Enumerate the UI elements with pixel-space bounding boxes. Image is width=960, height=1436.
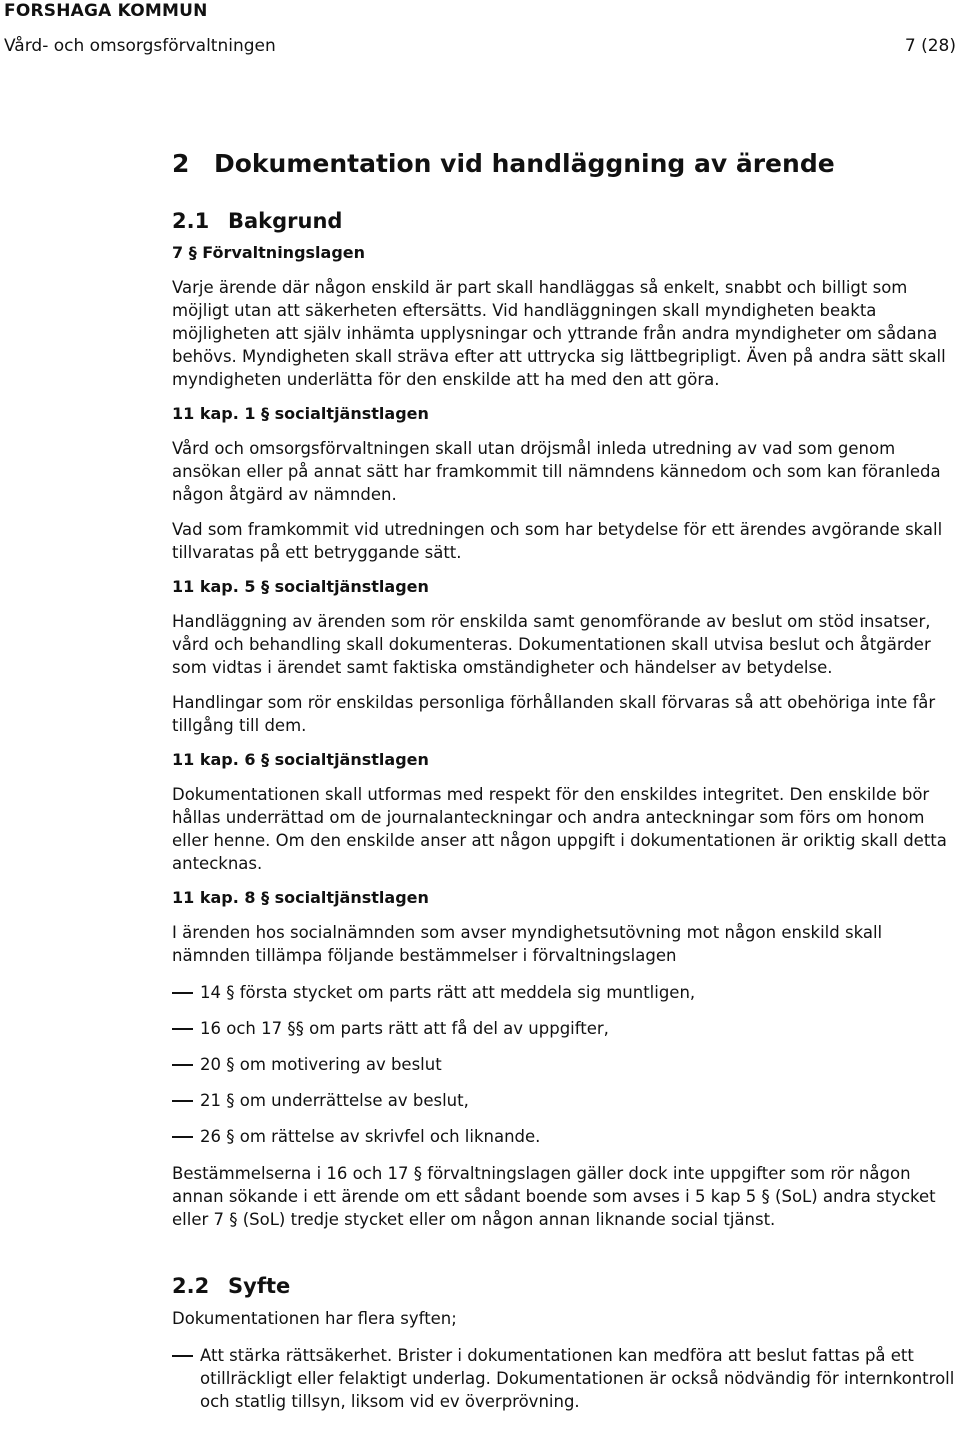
law-text-fl7: Varje ärende där någon enskild är part skall handläggas så enkelt, snabbt och billigt som möjligt utan att säkerheten eftersätts. Vid handläggningen skall myndigheten beakta möjligheten att själv inhämta upplysningar och yttrande från andra myndigheter om sådana behövs. Myndigheten skall sträva efter att uttrycka sig lättbegripligt. Även på andra sätt skall myndigheten underlätta för den enskilde att ha med den att göra. xyxy=(172,278,946,389)
page-number: 7 (28) xyxy=(904,36,956,56)
section-2-2-heading xyxy=(172,1271,958,1301)
list-item: 21 § om underrättelse av beslut, xyxy=(172,1089,958,1112)
paragraph-kap5-1: Handläggning av ärenden som rör enskilda samt genomförande av beslut om stöd insatser, vård och behandling skall dokumenteras. Dokumentationen skall utvisa beslut och åtgärder som vidtas i ärendet samt faktiska omständigheter och händelser av betydelse. xyxy=(172,612,931,677)
list-item: 14 § första stycket om parts rätt att meddela sig muntligen, xyxy=(172,981,958,1004)
list-item: 16 och 17 §§ om parts rätt att få del av uppgifter, xyxy=(172,1017,958,1040)
law-heading-kap8: 11 kap. 8 § socialtjänstlagen xyxy=(172,888,429,907)
list-item: Att stärka rättsäkerhet. Brister i dokumentationen kan medföra att beslut fattas på ett otillräckligt eller felaktigt underlag. Dokumentationen är också nödvändig för internkontroll och statlig tillsyn, liksom vid ev överprövning. xyxy=(172,1344,958,1413)
kap8-list xyxy=(172,981,958,1148)
section-2-1-number: 2.1 xyxy=(172,209,210,233)
document-body xyxy=(172,148,958,1413)
organization-name: FORSHAGA KOMMUN xyxy=(4,1,208,21)
section-2-2-title: Syfte xyxy=(228,1274,291,1298)
list-item: 26 § om rättelse av skrivfel och liknande. xyxy=(172,1125,958,1148)
law-heading-kap6: 11 kap. 6 § socialtjänstlagen xyxy=(172,750,429,769)
law-heading-kap1: 11 kap. 1 § socialtjänstlagen xyxy=(172,404,429,423)
paragraph-kap8-2: Bestämmelserna i 16 och 17 § förvaltningslagen gäller dock inte uppgifter som rör någon annan sökande i ett ärende om ett sådant boende som avses i 5 kap 5 § (SoL) andra stycket eller 7 § (SoL) tredje stycket eller om någon annan liknande social tjänst. xyxy=(172,1164,936,1229)
syfte-list xyxy=(172,1344,958,1413)
law-heading-kap5: 11 kap. 5 § socialtjänstlagen xyxy=(172,577,429,596)
law-heading-fl7: 7 § Förvaltningslagen xyxy=(172,243,366,262)
section-2-1-heading xyxy=(172,206,958,236)
paragraph-kap1-2: Vad som framkommit vid utredningen och som har betydelse för ett ärendes avgörande skall tillvaratas på ett betryggande sätt. xyxy=(172,520,943,562)
chapter-number: 2 xyxy=(172,149,190,178)
section-2-2-number: 2.2 xyxy=(172,1274,210,1298)
list-item: 20 § om motivering av beslut xyxy=(172,1053,958,1076)
section-2-1-title: Bakgrund xyxy=(228,209,343,233)
paragraph-syfte-intro: Dokumentationen har flera syften; xyxy=(172,1309,457,1328)
paragraph-kap1-1: Vård och omsorgsförvaltningen skall utan dröjsmål inleda utredning av vad som genom ansökan eller på annat sätt har framkommit till nämndens kännedom och som kan föranleda någon åtgärd av nämnden. xyxy=(172,439,941,504)
chapter-heading xyxy=(172,148,958,180)
paragraph-kap6-1: Dokumentationen skall utformas med respekt för den enskildes integritet. Den enskilde bör hållas underrättad om de journalanteckningar och andra anteckningar som förs om honom eller henne. Om den enskilde anser att någon uppgift i dokumentationen är oriktig skall detta antecknas. xyxy=(172,785,947,873)
paragraph-kap8-1: I ärenden hos socialnämnden som avser myndighetsutövning mot någon enskild skall nämnden tillämpa följande bestämmelser i förvaltningslagen xyxy=(172,923,883,965)
department-name: Vård- och omsorgsförvaltningen xyxy=(4,36,276,56)
paragraph-kap5-2: Handlingar som rör enskildas personliga förhållanden skall förvaras så att obehöriga inte får tillgång till dem. xyxy=(172,693,936,735)
chapter-title: Dokumentation vid handläggning av ärende xyxy=(214,149,835,178)
